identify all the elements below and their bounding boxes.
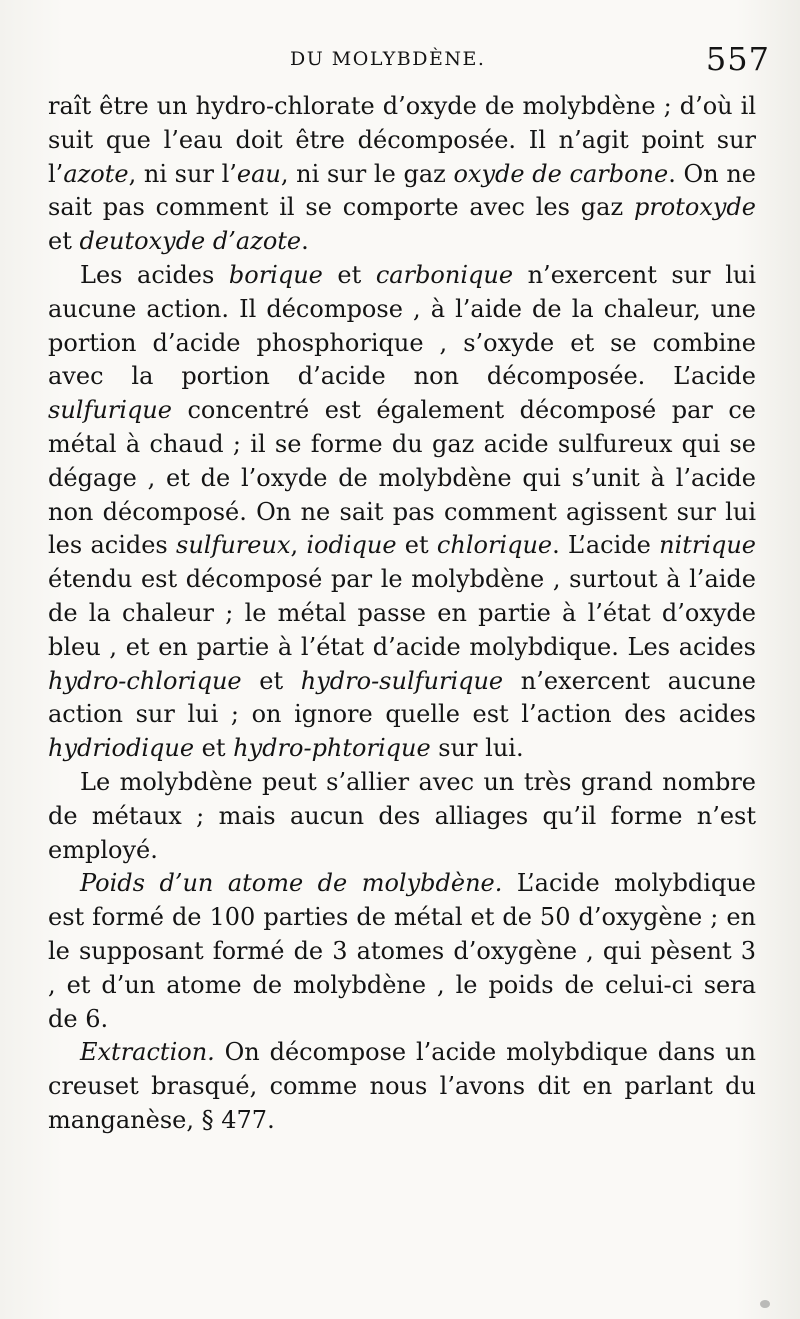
paragraph-alloys: Le molybdène peut s’allier avec un très grand nombre de métaux ; mais aucun des alliages qu’il forme n’est employé. [48,767,756,864]
paragraph-extraction: Extraction. On décompose l’acide molybdique dans un creuset brasqué, comme nous l’avons dit en parlant du manganèse, § 477. [48,1038,756,1134]
ink-smudge [760,1300,770,1308]
running-head: DU MOLYBDÈNE. [290,48,486,70]
paragraph-atomic-weight: Poids d’un atome de molybdène. L’acide molybdique est formé de 100 parties de métal et de 50 d’oxygène ; en le supposant formé de 3 atomes d’oxygène , qui pèsent 3 , et d’un atome de molybdène , le poids de celui-ci sera de 6. [48,869,756,1033]
section-heading: Poids d’un atome de molybdène. [80,869,503,898]
paragraph-continuation: raît être un hydro-chlorate d’oxyde de molybdène ; d’où il suit que l’eau doit être décomposée. Il n’agit point sur l’azote, ni sur l’eau, ni sur le gaz oxyde de carbone. On ne sait pas comment il se comporte avec les gaz protoxyde et deutoxyde d’azote. [48,92,756,256]
page-number: 557 [705,40,770,78]
paragraph-acids: Les acides borique et carbonique n’exercent sur lui aucune action. Il décompose , à l’aide de la chaleur, une portion d’acide phosphorique , s’oxyde et se combine avec la portion d’acide non décomposée. L’acide sulfurique concentré est également décomposé par ce métal à chaud ; il se forme du gaz acide sulfureux qui se dégage , et de l’oxyde de molybdène qui s’unit à l’acide non décomposé. On ne sait pas comment agissent sur lui les acides sulfureux, iodique et chlorique. L’acide nitrique étendu est décomposé par le molybdène , surtout à l’aide de la chaleur ; le métal passe en partie à l’état d’oxyde bleu , et en partie à l’état d’acide molybdique. Les acides hydro-chlorique et hydro-sulfurique n’exercent aucune action sur lui ; on ignore quelle est l’action des acides hydriodique et hydro-phtorique sur lui. [48,260,757,763]
body-text [48,90,756,1138]
section-heading: Extraction. [80,1038,215,1067]
page-header [40,40,770,80]
